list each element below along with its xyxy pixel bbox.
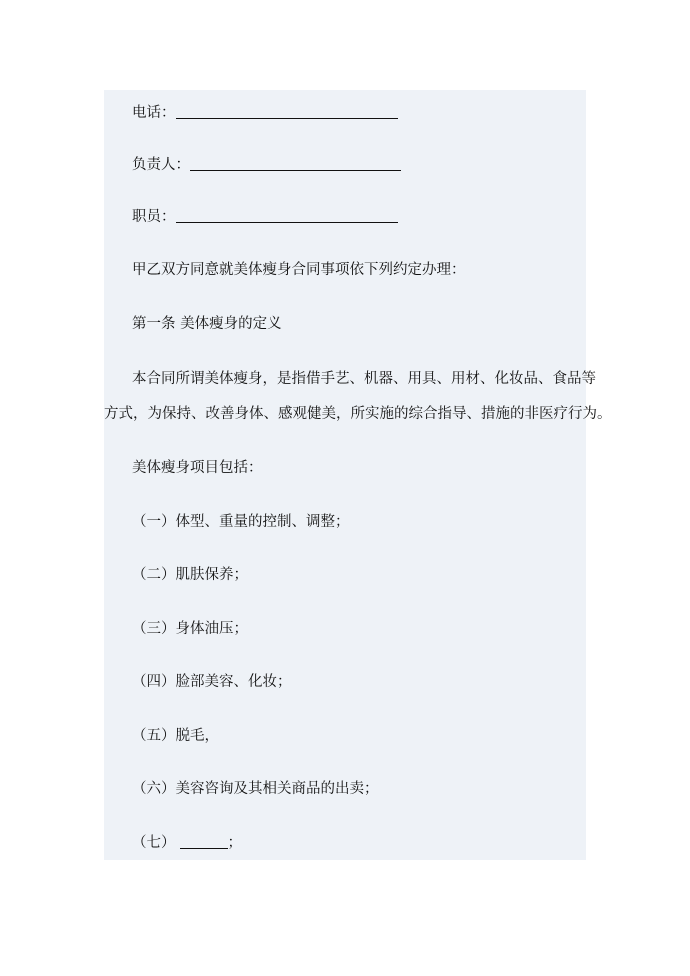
phone-field [132,103,398,123]
definition-line-1: 本合同所谓美体瘦身，是指借手艺、机器、用具、用材、化妆品、食品等 [132,371,596,387]
phone-blank-line [176,104,398,119]
manager-label: 负责人： [132,157,190,173]
staff-field [132,207,398,227]
intro-paragraph: 甲乙双方同意就美体瘦身合同事项依下列约定办理： [132,262,466,278]
list-item-6: （六）美容咨询及其相关商品的出卖； [132,781,379,797]
document-body [104,90,612,860]
list-item-2: （二）肌肤保养； [132,567,248,583]
items-intro: 美体瘦身项目包括： [132,460,263,476]
manager-blank-line [190,156,401,171]
item-7-prefix: （七） [132,835,176,851]
staff-blank-line [176,208,398,223]
definition-line-2: 方式，为保持、改善身体、感观健美，所实施的综合指导、措施的非医疗行为。 [104,406,612,422]
item-7-blank-line [180,834,228,849]
manager-field [132,155,401,175]
list-item-3: （三）身体油压； [132,621,248,637]
list-item-4: （四）脸部美容、化妆； [132,674,292,690]
article-1-heading: 第一条 美体瘦身的定义 [132,316,282,332]
list-item-7 [132,833,242,853]
list-item-1: （一）体型、重量的控制、调整； [132,514,350,530]
phone-label: 电话： [132,105,176,121]
item-7-suffix: ； [227,835,242,851]
list-item-5: （五）脱毛， [132,728,219,744]
staff-label: 职员： [132,209,176,225]
